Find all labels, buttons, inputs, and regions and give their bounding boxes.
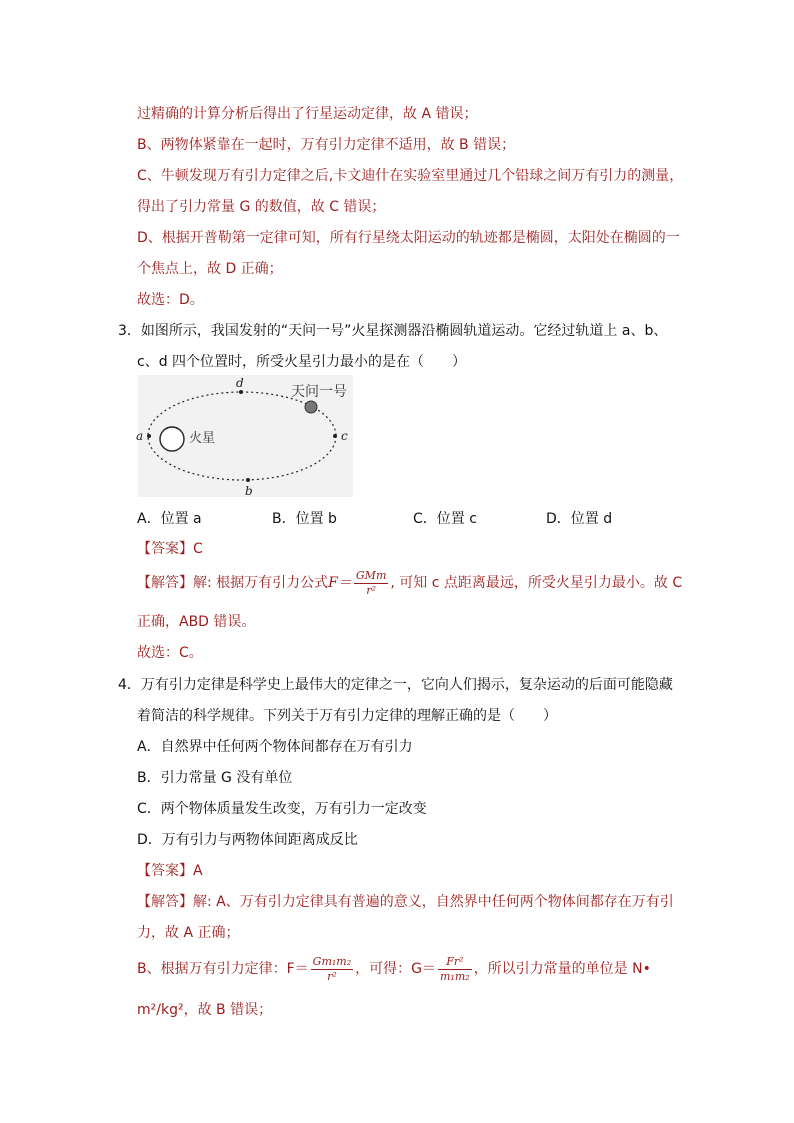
q4-unit-line: m²/kg²，故 B 错误； [137,1002,273,1018]
q4-stem-line-2: 着简洁的科学规律。下列关于万有引力定律的理解正确的是（ ） [137,708,557,724]
probe-dot [305,401,317,413]
b-text-mid: ，可得：G＝ [355,961,436,977]
formula-fraction-1 [311,955,353,984]
q2-tail-line-5: D、根据开普勒第一定律可知，所有行星绕太阳运动的轨迹都是椭圆，太阳处在椭圆的一 [137,230,680,246]
point-a-label: a [136,429,144,443]
point-c-dot [333,434,337,438]
q2-tail-line-1: 过精确的计算分析后得出了行星运动定律，故 A 错误； [137,106,478,122]
q4-option-d: D．万有引力与两物体间距离成反比 [137,832,358,848]
q3-select: 故选：C。 [137,645,203,661]
q4-option-a: A．自然界中任何两个物体间都存在万有引力 [137,739,413,755]
formula-numerator: GMm [355,568,387,582]
point-c-label: c [341,429,348,443]
q3-option-b: B．位置 b [272,511,337,527]
analysis-text: 解: A、万有引力定律具有普遍的意义，自然界中任何两个物体间都存在万有引 [193,894,674,910]
q4-answer [137,861,203,881]
point-d-dot [239,390,243,394]
point-b-label: b [245,484,253,498]
q3-analysis-line-1 [137,568,682,598]
formula-1-denominator: r² [327,969,337,983]
q3-stem-line-1: 3．如图所示，我国发射的“天问一号”火星探测器沿椭圆轨道运动。它经过轨道上 a、b、 [118,323,668,339]
formula-fraction-2 [438,955,472,984]
formula-2-numerator: Fr² [438,955,472,970]
q3-answer [137,539,203,559]
analysis-tag: 【解答】 [137,894,193,910]
q2-tail-line-3: C、牛顿发现万有引力定律之后,卡文迪什在实验室里通过几个铅球之间万有引力的测量， [137,168,684,184]
q3-analysis-line-2: 正确，ABD 错误。 [137,614,256,630]
q4-analysis-b-line [137,952,651,986]
analysis-text-cont: , 可知 c 点距离最远，所受火星引力最小。故 C [390,575,683,591]
formula-fraction [354,569,388,598]
b-text: B、根据万有引力定律：F＝ [137,961,309,977]
probe-label: 天问一号 [291,384,347,400]
analysis-text: 解: 根据万有引力公式 [193,575,329,591]
answer-value: C [193,541,203,557]
mars-circle [160,427,184,451]
q4-analysis-line-2: 力，故 A 正确； [137,925,240,941]
point-b-dot [246,478,250,482]
formula-lhs: F＝ [328,575,352,591]
q3-figure [138,375,353,497]
orbit-diagram [138,375,353,497]
q2-tail-line-2: B、两物体紧靠在一起时，万有引力定律不适用，故 B 错误； [137,137,516,153]
q4-option-c: C．两个物体质量发生改变，万有引力一定改变 [137,801,427,817]
answer-tag: 【答案】 [137,863,193,879]
q4-stem-line-1: 4．万有引力定律是科学史上最伟大的定律之一，它向人们揭示，复杂运动的后面可能隐藏 [118,677,673,693]
q2-select: 故选：D。 [137,292,204,308]
q4-option-b: B．引力常量 G 没有单位 [137,770,293,786]
formula-denominator: r² [366,583,376,597]
analysis-tag: 【解答】 [137,575,193,591]
q3-option-c: C．位置 c [413,511,477,527]
q3-option-d: D．位置 d [546,511,613,527]
answer-tag: 【答案】 [137,541,193,557]
point-d-label: d [236,376,244,390]
formula-1-numerator: Gm₁m₂ [312,954,352,968]
q3-option-a: A．位置 a [137,511,202,527]
q2-tail-line-6: 个焦点上，故 D 正确； [137,261,283,277]
q2-tail-line-4: 得出了引力常量 G 的数值，故 C 错误； [137,199,386,215]
q3-stem-line-2: c、d 四个位置时，所受火星引力最小的是在（ ） [137,354,467,370]
mars-label: 火星 [189,431,216,446]
formula-2-denominator: m₁m₂ [440,969,470,983]
answer-value: A [193,863,203,879]
point-a-dot [147,434,151,438]
b-text-post: ，所以引力常量的单位是 N• [473,961,651,977]
q4-analysis-line-1 [137,892,674,912]
